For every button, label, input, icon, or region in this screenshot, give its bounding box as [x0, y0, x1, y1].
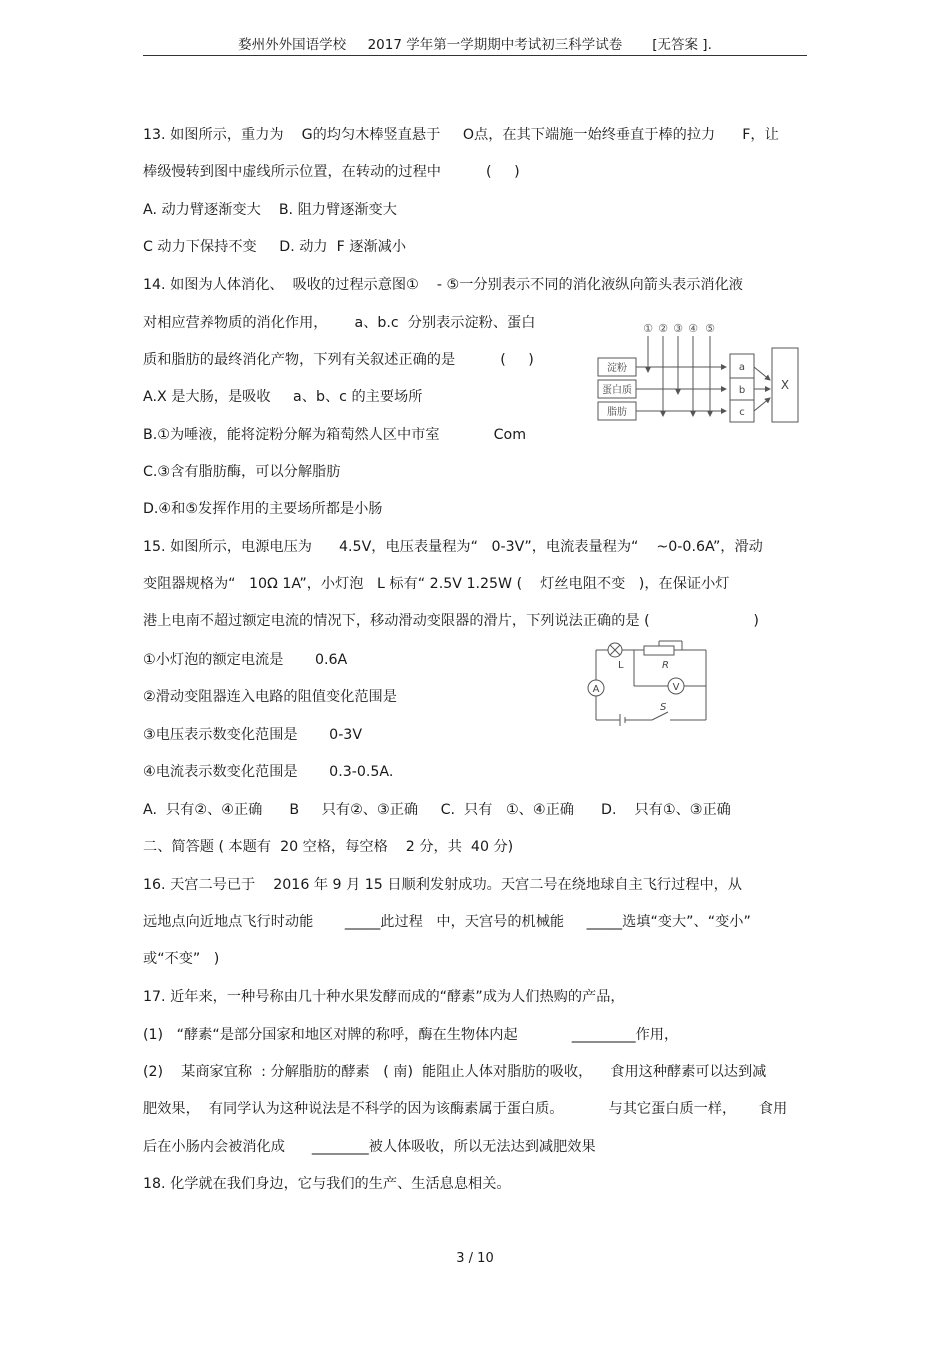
rheostat-label: R — [662, 660, 669, 671]
q15-statement-2: ②滑动变阻器连入电路的阻值变化范围是 — [143, 689, 397, 705]
nutrient-protein: 蛋白质 — [602, 385, 632, 396]
juice-label-1: ① — [643, 322, 653, 335]
q16-line1: 16. 天宫二号已于 2016 年 9 月 15 日顺利发射成功。天宫二号在绕地球自主飞行过程中，从 — [143, 877, 743, 893]
q14-option-d: D.④和⑤发挥作用的主要场所都是小肠 — [143, 501, 383, 517]
q14-option-a: A.X 是大肠，是吸收 a、b、c 的主要场所 — [143, 389, 423, 405]
q15-statement-4: ④电流表示数变化范围是 0.3-0.5A. — [143, 764, 394, 780]
page-header: 婺州外外国语学校 2017 学年第一学期期中考试初三科学试卷 [无答案 ]. — [238, 37, 712, 53]
juice-label-3: ③ — [673, 322, 683, 335]
q14-line1: 14. 如图为人体消化、 吸收的过程示意图① - ⑤一分别表示不同的消化液纵向箭头表示消化液 — [143, 277, 743, 293]
q13-options-cd: C 动力下保持不变 D. 动力 F 逐渐减小 — [143, 239, 407, 255]
product-b: b — [738, 385, 746, 396]
q14-option-b: B.①为唾液，能将淀粉分解为箱萄然人区中市室 Com — [143, 427, 527, 443]
juice-label-2: ② — [658, 322, 668, 335]
page-number: 3 / 10 — [456, 1251, 494, 1266]
voltmeter-label: V — [672, 682, 680, 693]
q14-line3: 质和脂肪的最终消化产物，下列有关叙述正确的是 ( ) — [143, 352, 534, 368]
product-a: a — [738, 362, 746, 373]
q16-line2: 远地点向近地点飞行时动能 _____此过程 中，天宫号的机械能 _____选填“变大”、“变小” — [143, 914, 751, 930]
organ-x: X — [780, 378, 790, 392]
ammeter-label: A — [592, 684, 600, 695]
circuit-diagram — [582, 640, 714, 730]
q15-line2: 变阻器规格为“ 10Ω 1A”，小灯泡 L 标有“ 2.5V 1.25W ( 灯丝电阻不变 )，在保证小灯 — [143, 576, 730, 592]
q15-line3: 港上电南不超过额定电流的情况下，移动滑动变限器的滑片，下列说法正确的是 ( ) — [143, 613, 759, 629]
product-c: c — [739, 407, 745, 418]
q13-line2: 棒级慢转到图中虚线所示位置，在转动的过程中 ( ) — [143, 164, 520, 180]
q15-statement-3: ③电压表示数变化范围是 0-3V — [143, 727, 363, 743]
q14-option-c: C.③含有脂肪酶，可以分解脂肪 — [143, 464, 341, 480]
q18-line1: 18. 化学就在我们身边，它与我们的生产、生活息息相关。 — [143, 1176, 511, 1192]
header-rule — [143, 55, 807, 56]
nutrient-starch: 淀粉 — [607, 363, 627, 374]
juice-label-5: ⑤ — [705, 322, 715, 335]
lamp-label: L — [618, 660, 624, 671]
q17-line2: (1) “酵素“是部分国家和地区对牌的称呼，酶在生物体内起 _________作用， — [143, 1027, 679, 1043]
q14-line2: 对相应营养物质的消化作用， a、b.c 分别表示淀粉、蛋白 — [143, 315, 536, 331]
q17-line4: 肥效果， 有同学认为这种说法是不科学的因为该酶素属于蛋白质。 与其它蛋白质一样， 食用 — [143, 1101, 788, 1117]
q16-line3: 或“不变” ) — [143, 951, 220, 967]
switch-label: S — [660, 702, 667, 713]
nutrient-fat: 脂肪 — [607, 407, 627, 418]
juice-label-4: ④ — [688, 322, 698, 335]
q17-line5: 后在小肠内会被消化成 ________被人体吸收，所以无法达到减肥效果 — [143, 1139, 596, 1155]
q17-line3: (2) 某商家宜称 : 分解脂肪的酵素 ( 南) 能阻止人体对脂肪的吸收， 食用这种酵素可以达到减 — [143, 1064, 767, 1080]
q15-line1: 15. 如图所示，电源电压为 4.5V，电压表量程为“ 0-3V”，电流表量程为“ ~0-0.6A”，滑动 — [143, 539, 763, 555]
q15-options: A. 只有②、④正确 B 只有②、③正确 C. 只有 ①、④正确 D. 只有①、③正确 — [143, 802, 731, 818]
q13-line1: 13. 如图所示，重力为 G的均匀木棒竖直悬于 O点，在其下端施一始终垂直于棒的拉力 F，让 — [143, 127, 779, 143]
q13-options-ab: A. 动力臂逐渐变大 B. 阻力臂逐渐变大 — [143, 202, 397, 218]
q17-line1: 17. 近年来，一种号称由几十种水果发酵而成的“酵素”成为人们热购的产品， — [143, 989, 625, 1005]
section-title: 二、简答题 ( 本题有 20 空格，每空格 2 分，共 40 分) — [143, 839, 514, 855]
digestion-diagram — [592, 318, 802, 424]
digestive-juice-labels — [643, 322, 715, 335]
q15-statement-1: ①小灯泡的额定电流是 0.6A — [143, 652, 348, 668]
